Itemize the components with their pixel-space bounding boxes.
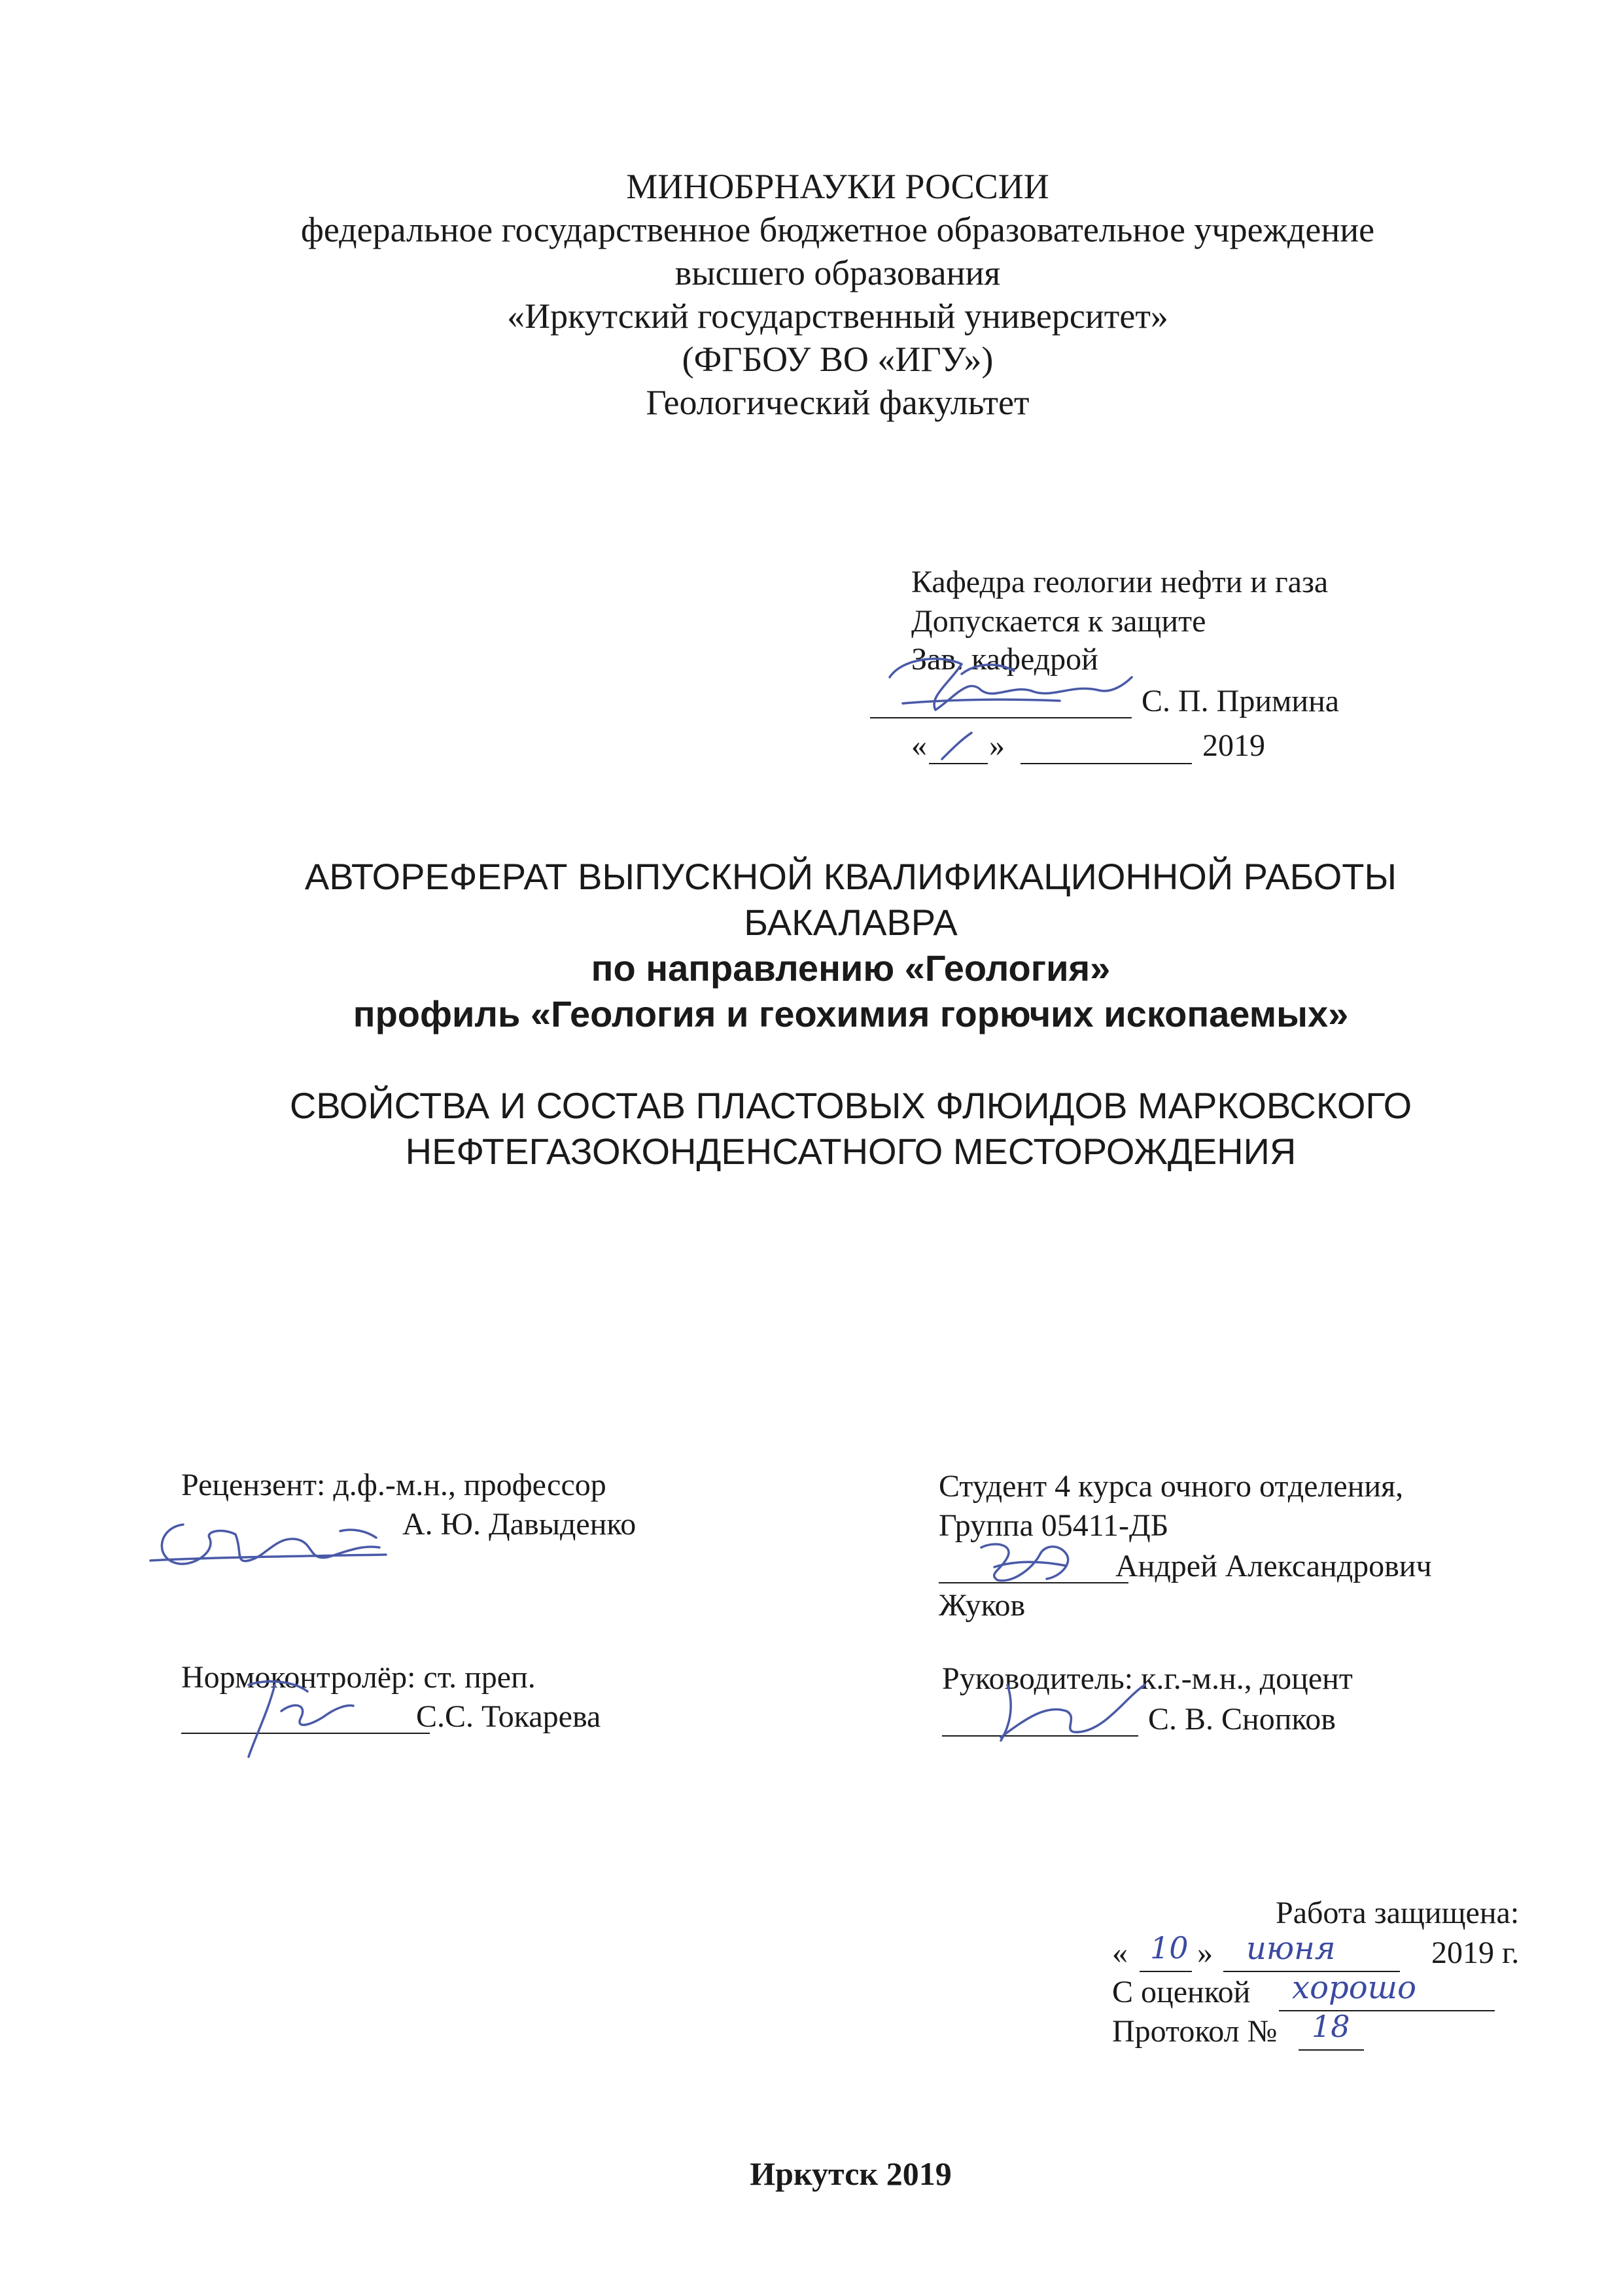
university-name: «Иркутский государственный университет» [507,296,1168,336]
protocol-number: 18 [1312,2009,1350,2044]
reviewer-signature [144,1498,393,1583]
institution-level: высшего образования [674,253,1001,292]
head-name: С. П. Примина [1142,684,1340,718]
work-title-line2: НЕФТЕГАЗОКОНДЕНСАТНОГО МЕСТОРОЖДЕНИЯ [405,1131,1297,1172]
approval-date-open: « [911,728,927,763]
institution-type: федеральное государственное бюджетное образовательное учреждение [300,210,1375,249]
grade-value: хорошо [1292,1969,1416,2006]
admitted-label: Допускается к защите [911,604,1206,639]
student-name-last: Жуков [939,1588,1026,1623]
defense-label: Работа защищена: [1276,1896,1520,1930]
defense-date-open: « [1112,1935,1128,1970]
work-type-line2: БАКАЛАВРА [744,902,958,943]
approval-date-close: » [989,728,1005,763]
reviewer-label: Рецензент: д.ф.-м.н., профессор [181,1468,606,1502]
approval-day-mark [935,726,981,766]
city-year: Иркутск 2019 [750,2155,952,2192]
defense-month: июня [1246,1930,1336,1967]
protocol-label: Протокол № [1112,2014,1278,2049]
normcontrol-signature [229,1665,360,1763]
approval-year: 2019 [1202,728,1265,763]
supervisor-label: Руководитель: к.г.-м.н., доцент [942,1661,1353,1696]
defense-year: 2019 г. [1431,1935,1520,1970]
grade-label: С оценкой [1112,1975,1251,2009]
ministry: МИНОБРНАУКИ РОССИИ [626,167,1049,206]
supervisor-signature [981,1672,1151,1750]
student-name-first: Андрей Александрович [1115,1549,1432,1583]
student-group: Группа 05411-ДБ [939,1508,1169,1543]
supervisor-name: С. В. Снопков [1148,1702,1336,1737]
student-label: Студент 4 курса очного отделения, [939,1469,1404,1504]
approval-month-line [1021,763,1192,764]
faculty: Геологический факультет [646,383,1030,422]
student-signature [968,1528,1086,1593]
university-abbreviation: (ФГБОУ ВО «ИГУ») [682,340,994,379]
reviewer-name: А. Ю. Давыденко [402,1507,637,1542]
work-profile: профиль «Геология и геохимия горючих ископаемых» [353,993,1349,1034]
work-type-line1: АВТОРЕФЕРАТ ВЫПУСКНОЙ КВАЛИФИКАЦИОННОЙ РАБОТЫ [304,856,1397,897]
head-title: Зав. кафедрой [911,642,1098,677]
defense-day-line [1140,1971,1192,1972]
defense-day: 10 [1150,1930,1189,1966]
normcontrol-name: С.С. Токарева [416,1699,601,1734]
defense-date-close: » [1197,1935,1213,1970]
department: Кафедра геологии нефти и газа [911,565,1329,599]
protocol-line [1299,2049,1364,2051]
head-signature [864,638,1138,730]
normcontrol-label: Нормоконтролёр: ст. преп. [181,1660,536,1695]
work-direction: по направлению «Геология» [591,947,1111,989]
work-title-line1: СВОЙСТВА И СОСТАВ ПЛАСТОВЫХ ФЛЮИДОВ МАРКОВСКОГО [289,1085,1412,1126]
